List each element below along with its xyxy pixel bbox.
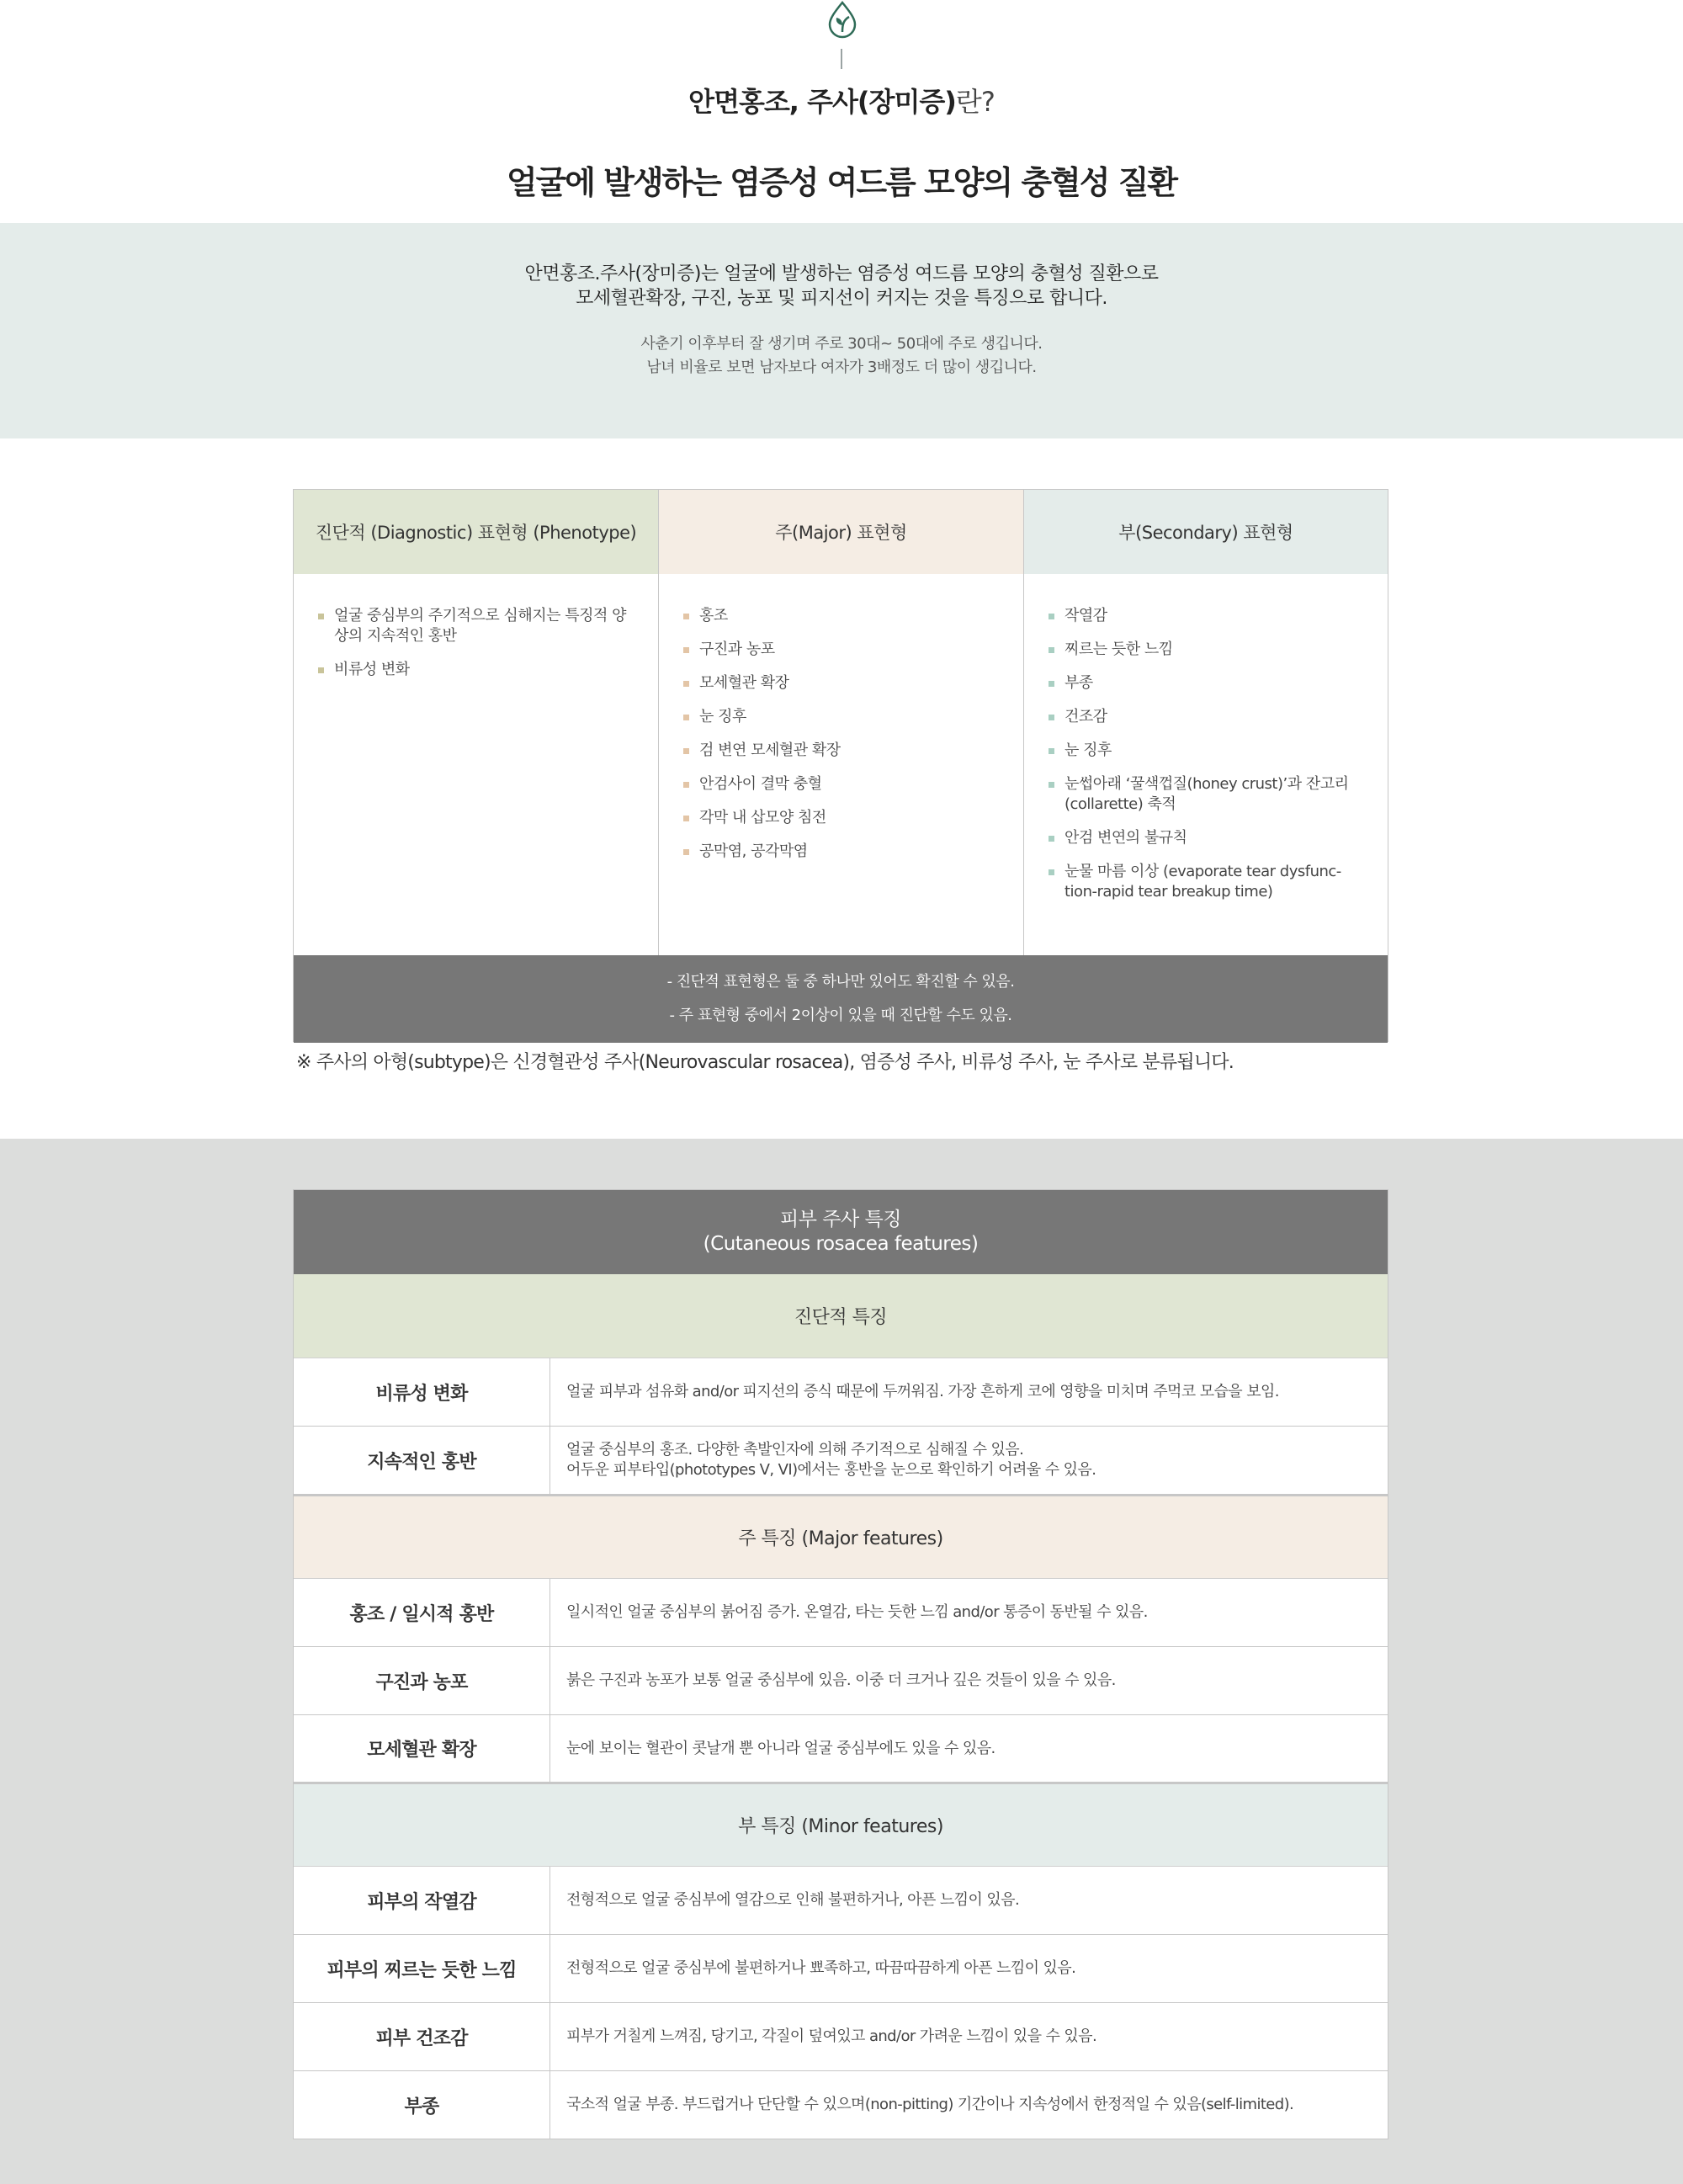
feature-name: 구진과 농포 xyxy=(294,1647,550,1714)
question-suffix: 란? xyxy=(955,86,995,118)
list-item: 비류성 변화 xyxy=(316,660,633,680)
phenotype-columns xyxy=(294,490,1388,955)
page-question xyxy=(0,81,1683,120)
intro-band xyxy=(0,223,1683,438)
intro-line-3: 사춘기 이후부터 잘 생기며 주로 30대~ 50대에 주로 생깁니다. xyxy=(640,335,1043,353)
feature-desc xyxy=(550,1935,1388,2002)
intro-summary xyxy=(0,262,1683,311)
feature-name: 모세혈관 확장 xyxy=(294,1715,550,1782)
hero-section xyxy=(0,0,1683,223)
desc-line: 일시적인 얼굴 중심부의 붉어짐 증가. 온열감, 타는 듯한 느낌 and/or 통증이 동반될 수 있음. xyxy=(566,1603,1148,1621)
list-item: 안검 변연의 불규칙 xyxy=(1046,828,1362,848)
intro-line-4: 남녀 비율로 보면 남자보다 여자가 3배정도 더 많이 생깁니다. xyxy=(646,359,1037,376)
desc-line: 얼굴 중심부의 홍조. 다양한 촉발인자에 의해 주기적으로 심해질 수 있음. xyxy=(566,1441,1024,1459)
feature-name: 피부의 찌르는 듯한 느낌 xyxy=(294,1935,550,2002)
table-row xyxy=(294,1358,1388,1427)
list-item: 눈 징후 xyxy=(681,707,998,727)
desc-line: 국소적 얼굴 부종. 부드럽거나 단단할 수 있으며(non-pitting) 기간이나 지속성에서 한정적일 수 있음(self-limited). xyxy=(566,2096,1294,2113)
phenotype-section xyxy=(0,438,1683,1139)
feature-desc xyxy=(550,1427,1388,1494)
list-item: 눈물 마름 이상 (evaporate tear dysfunc-tion-rapid tear breakup time) xyxy=(1046,862,1362,902)
feature-name: 부종 xyxy=(294,2071,550,2139)
intro-line-1: 안면홍조.주사(장미증)는 얼굴에 발생하는 염증성 여드름 모양의 충혈성 질환으로 xyxy=(524,263,1159,284)
features-table-title xyxy=(294,1190,1388,1274)
subtype-note: ※ 주사의 아형(subtype)은 신경혈관성 주사(Neurovascular rosacea), 염증성 주사, 비류성 주사, 눈 주사로 분류됩니다. xyxy=(296,1052,1234,1073)
feature-desc xyxy=(550,1579,1388,1646)
diagnosis-note xyxy=(294,955,1388,1043)
page-headline: 얼굴에 발생하는 염증성 여드름 모양의 충혈성 질환 xyxy=(506,164,1177,201)
desc-line: 눈에 보이는 혈관이 콧날개 뿐 아니라 얼굴 중심부에도 있을 수 있음. xyxy=(566,1739,995,1757)
features-title-english: (Cutaneous rosacea features) xyxy=(703,1233,979,1255)
note-line: - 진단적 표현형은 둘 중 하나만 있어도 확진할 수 있음. xyxy=(666,973,1015,991)
list-item: 눈썹아래 ‘꿀색껍질(honey crust)’과 잔고리(collarette) 축적 xyxy=(1046,774,1362,815)
feature-desc xyxy=(550,1647,1388,1714)
feature-desc xyxy=(550,1358,1388,1426)
features-section xyxy=(0,1139,1683,2184)
table-row xyxy=(294,2003,1388,2071)
feature-desc xyxy=(550,2071,1388,2139)
list-item: 얼굴 중심부의 주기적으로 심해지는 특징적 양상의 지속적인 홍반 xyxy=(316,606,633,646)
feature-name: 지속적인 홍반 xyxy=(294,1427,550,1494)
leaf-drop-logo-icon xyxy=(825,0,860,39)
table-row xyxy=(294,1935,1388,2003)
column-header: 주(Major) 표현형 xyxy=(659,490,1023,574)
feature-desc xyxy=(550,2003,1388,2070)
note-line: - 주 표현형 중에서 2이상이 있을 때 진단할 수도 있음. xyxy=(669,1007,1012,1024)
list-item: 홍조 xyxy=(681,606,998,626)
desc-line: 피부가 거칠게 느껴짐, 당기고, 각질이 덮여있고 and/or 가려운 느낌이 있을 수 있음. xyxy=(566,2027,1097,2045)
section-header-minor: 부 특징 (Minor features) xyxy=(294,1783,1388,1867)
list-item: 구진과 농포 xyxy=(681,640,998,660)
features-title-korean: 피부 주사 특징 xyxy=(780,1209,901,1230)
column-header: 진단적 (Diagnostic) 표현형 (Phenotype) xyxy=(294,490,658,574)
feature-name: 홍조 / 일시적 홍반 xyxy=(294,1579,550,1646)
section-header-major: 주 특징 (Major features) xyxy=(294,1495,1388,1579)
table-row xyxy=(294,1579,1388,1647)
list-item: 눈 징후 xyxy=(1046,741,1362,761)
feature-name: 비류성 변화 xyxy=(294,1358,550,1426)
table-row xyxy=(294,2071,1388,2139)
desc-line: 붉은 구진과 농포가 보통 얼굴 중심부에 있음. 이중 더 크거나 깊은 것들이 있을 수 있음. xyxy=(566,1671,1116,1689)
phenotype-column-major xyxy=(659,490,1024,955)
intro-line-2: 모세혈관확장, 구진, 농포 및 피지선이 커지는 것을 특징으로 합니다. xyxy=(576,288,1107,309)
desc-line: 어두운 피부타입(phototypes V, VI)에서는 홍반을 눈으로 확인하기 어려울 수 있음. xyxy=(566,1461,1096,1479)
list-item: 각막 내 삽모양 침전 xyxy=(681,808,998,828)
list-item: 건조감 xyxy=(1046,707,1362,727)
list-item: 작열감 xyxy=(1046,606,1362,626)
list-item: 공막염, 공각막염 xyxy=(681,842,998,862)
list-item: 부종 xyxy=(1046,673,1362,693)
table-row xyxy=(294,1647,1388,1715)
feature-name: 피부의 작열감 xyxy=(294,1867,550,1934)
feature-desc xyxy=(550,1867,1388,1934)
phenotype-list xyxy=(294,574,658,680)
table-row xyxy=(294,1427,1388,1495)
section-header-diagnostic: 진단적 특징 xyxy=(294,1274,1388,1358)
list-item: 모세혈관 확장 xyxy=(681,673,998,693)
phenotype-column-diagnostic xyxy=(294,490,659,955)
feature-name: 피부 건조감 xyxy=(294,2003,550,2070)
phenotype-table xyxy=(293,489,1388,1042)
desc-line: 얼굴 피부과 섬유화 and/or 피지선의 증식 때문에 두꺼워짐. 가장 흔하게 코에 영향을 미치며 주먹코 모습을 보임. xyxy=(566,1383,1279,1400)
table-row xyxy=(294,1867,1388,1935)
phenotype-list xyxy=(1024,574,1388,902)
question-bold: 안면홍조, 주사(장미증) xyxy=(688,86,956,118)
desc-line: 전형적으로 얼굴 중심부에 불편하거나 뾰족하고, 따끔따끔하게 아픈 느낌이 있음. xyxy=(566,1959,1076,1977)
list-item: 안검사이 결막 충혈 xyxy=(681,774,998,794)
list-item: 찌르는 듯한 느낌 xyxy=(1046,640,1362,660)
divider-stem xyxy=(841,49,842,69)
table-row xyxy=(294,1715,1388,1783)
intro-detail xyxy=(0,332,1683,380)
phenotype-list xyxy=(659,574,1023,862)
column-header: 부(Secondary) 표현형 xyxy=(1024,490,1388,574)
feature-desc xyxy=(550,1715,1388,1782)
desc-line: 전형적으로 얼굴 중심부에 열감으로 인해 불편하거나, 아픈 느낌이 있음. xyxy=(566,1891,1020,1909)
phenotype-column-secondary xyxy=(1024,490,1388,955)
list-item: 검 변연 모세혈관 확장 xyxy=(681,741,998,761)
features-table xyxy=(293,1189,1388,2139)
